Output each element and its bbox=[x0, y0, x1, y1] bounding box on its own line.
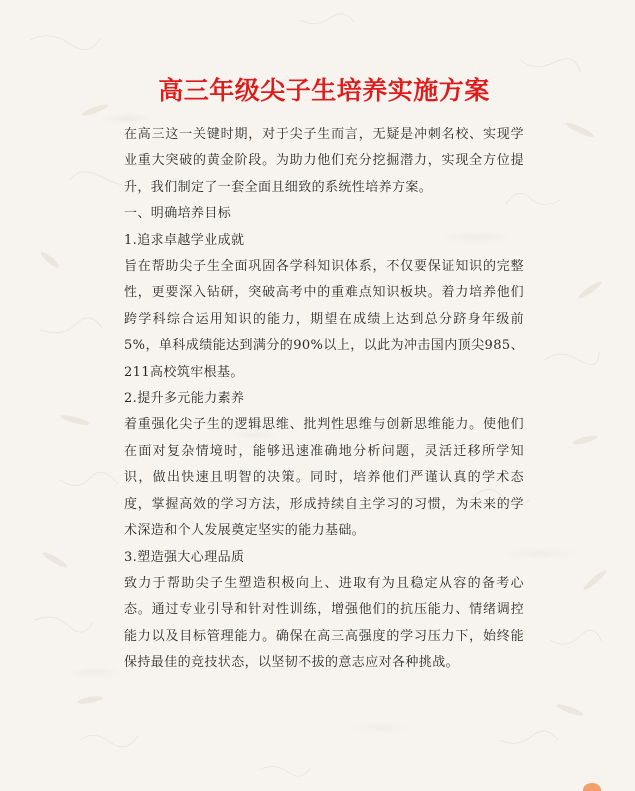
intro-paragraph: 在高三这一关键时期，对于尖子生而言，无疑是冲刺名校、实现学业重大突破的黄金阶段。为助力他们充分挖掘潜力，实现全方位提升，我们制定了一套全面且细致的系统性培养方案。 bbox=[124, 127, 524, 195]
subheading-psychology: 3.塑造强大心理品质 bbox=[124, 549, 245, 565]
corner-decoration-icon bbox=[583, 783, 601, 791]
paragraph-abilities: 着重强化尖子生的逻辑思维、批判性思维与创新思维能力。使他们在面对复杂情境时，能够迅速准确地分析问题，灵活迁移所学知识，做出快速且明智的决策。同时，培养他们严谨认真的学术态度，掌握高效的学习方法，形成持续自主学习的习惯，为未来的学术深造和个人发展奠定坚实的能力基础。 bbox=[124, 417, 524, 539]
section-heading-goals: 一、明确培养目标 bbox=[124, 206, 232, 222]
paragraph-academic: 旨在帮助尖子生全面巩固各学科知识体系，不仅要保证知识的完整性，更要深入钻研，突破高考中的重难点知识板块。着力培养他们跨学科综合运用知识的能力，期望在成绩上达到总分跻身年级前5%，单科成绩能达到满分的90%以上，以此为冲击国内顶尖985、211高校筑牢根基。 bbox=[124, 259, 524, 380]
subheading-academic: 1.追求卓越学业成就 bbox=[124, 232, 245, 248]
subheading-abilities: 2.提升多元能力素养 bbox=[124, 391, 245, 407]
paragraph-psychology: 致力于帮助尖子生塑造积极向上、进取有为且稳定从容的备考心态。通过专业引导和针对性训练，增强他们的抗压能力、情绪调控能力以及目标管理能力。确保在高三高强度的学习压力下，始终能保持最佳的竞技状态，以坚韧不拔的意志应对各种挑战。 bbox=[124, 575, 524, 671]
document-body bbox=[124, 70, 524, 677]
document-title: 高三年级尖子生培养实施方案 bbox=[158, 76, 490, 105]
